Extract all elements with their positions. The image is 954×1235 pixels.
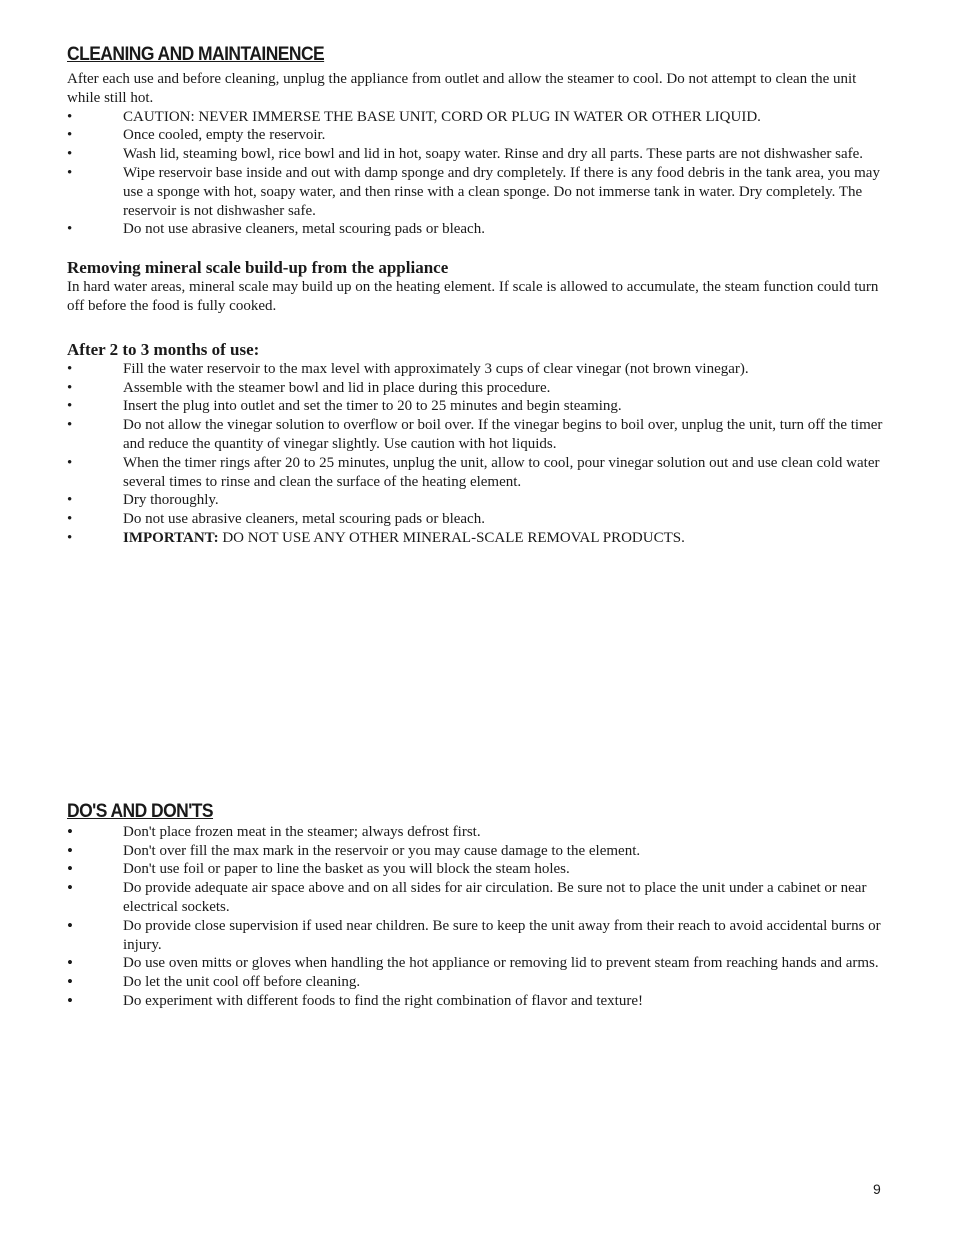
bullet-marker: • [67, 164, 73, 181]
bullet-marker: • [67, 859, 73, 879]
list-item: • Don't place frozen meat in the steamer; always defrost first. [67, 821, 481, 841]
bullet-marker: • [67, 454, 73, 471]
list-item: • Don't over fill the max mark in the reservoir or you may cause damage to the element. [67, 840, 641, 860]
scale-body: In hard water areas, mineral scale may build up on the heating element. If scale is allowed to accumulate, the steam function could turn off before the food is fully cooked. [67, 279, 879, 314]
bullet-marker: • [67, 990, 73, 1010]
dos-donts-heading: DO'S AND DON'TS [67, 800, 214, 822]
cleaning-list [67, 108, 887, 240]
bullet-marker: • [67, 511, 73, 528]
dos-donts-list [67, 823, 887, 1011]
list-item: • Don't use foil or paper to line the basket as you will block the steam holes. [67, 859, 570, 879]
list-item: • Do experiment with different foods to find the right combination of flavor and texture! [67, 990, 643, 1010]
list-item: • Do provide close supervision if used near children. Be sure to keep the unit away from their reach to avoid accidental burns or injury. [67, 915, 881, 953]
bullet-marker: • [67, 840, 73, 860]
list-item [67, 529, 887, 548]
months-list [67, 360, 887, 548]
list-item: • Do not allow the vinegar solution to overflow or boil over. If the vinegar begins to boil over, unplug the unit, turn off the timer and reduce the quantity of vinegar slightly. Use caution with hot liquids. [67, 417, 883, 452]
manual-page [67, 44, 887, 1011]
list-item: • CAUTION: NEVER IMMERSE THE BASE UNIT, CORD OR PLUG IN WATER OR OTHER LIQUID. [67, 108, 761, 125]
bullet-marker: • [67, 417, 73, 434]
cleaning-heading: CLEANING AND MAINTAINENCE [67, 44, 325, 65]
important-text: DO NOT USE ANY OTHER MINERAL-SCALE REMOVAL PRODUCTS. [218, 529, 685, 546]
bullet-marker: • [67, 127, 73, 144]
list-item: • Assemble with the steamer bowl and lid in place during this procedure. [67, 379, 551, 396]
bullet-marker: • [67, 492, 73, 509]
scale-heading: Removing mineral scale build-up from the appliance [67, 258, 449, 278]
bullet-marker: • [67, 360, 73, 377]
bullet-marker: • [67, 221, 73, 238]
bullet-marker: • [67, 108, 73, 125]
bullet-marker: • [67, 915, 73, 935]
list-item: • Wipe reservoir base inside and out with damp sponge and dry completely. If there is any food debris in the tank area, you may use a sponge with hot, soapy water, and then rinse with a clean sponge. Do not immerse tank in water. Dry completely. The reservoir is not dishwasher safe. [67, 164, 880, 219]
list-item: • Do not use abrasive cleaners, metal scouring pads or bleach. [67, 221, 485, 238]
bullet-marker: • [67, 972, 73, 992]
cleaning-intro: After each use and before cleaning, unplug the appliance from outlet and allow the steamer to cool. Do not attempt to clean the unit while still hot. [67, 71, 857, 106]
list-item: • Once cooled, empty the reservoir. [67, 127, 326, 144]
bullet-marker: • [67, 953, 73, 973]
bullet-marker: • [67, 146, 73, 163]
bullet-marker: • [67, 821, 73, 841]
page-number: 9 [873, 1181, 881, 1197]
list-item: • Do use oven mitts or gloves when handling the hot appliance or removing lid to prevent steam from reaching hands and arms. [67, 953, 879, 973]
list-item: • Fill the water reservoir to the max level with approximately 3 cups of clear vinegar (not brown vinegar). [67, 360, 749, 377]
months-heading: After 2 to 3 months of use: [67, 339, 260, 359]
list-item: • Insert the plug into outlet and set the timer to 20 to 25 minutes and begin steaming. [67, 398, 622, 415]
bullet-marker: • [67, 529, 73, 546]
list-item: • Wash lid, steaming bowl, rice bowl and lid in hot, soapy water. Rinse and dry all parts. These parts are not dishwasher safe. [67, 146, 864, 163]
important-label: IMPORTANT: [123, 529, 219, 546]
list-item: • Dry thoroughly. [67, 492, 219, 509]
list-item: • When the timer rings after 20 to 25 minutes, unplug the unit, allow to cool, pour vinegar solution out and use clean cold water several times to rinse and clean the surface of the heating element. [67, 454, 880, 490]
list-item: • Do provide adequate air space above and on all sides for air circulation. Be sure not to place the unit under a cabinet or near electrical sockets. [67, 878, 867, 915]
list-item: • Do let the unit cool off before cleaning. [67, 972, 361, 992]
bullet-marker: • [67, 398, 73, 415]
bullet-marker: • [67, 379, 73, 396]
list-item: • Do not use abrasive cleaners, metal scouring pads or bleach. [67, 511, 485, 528]
bullet-marker: • [67, 878, 73, 898]
